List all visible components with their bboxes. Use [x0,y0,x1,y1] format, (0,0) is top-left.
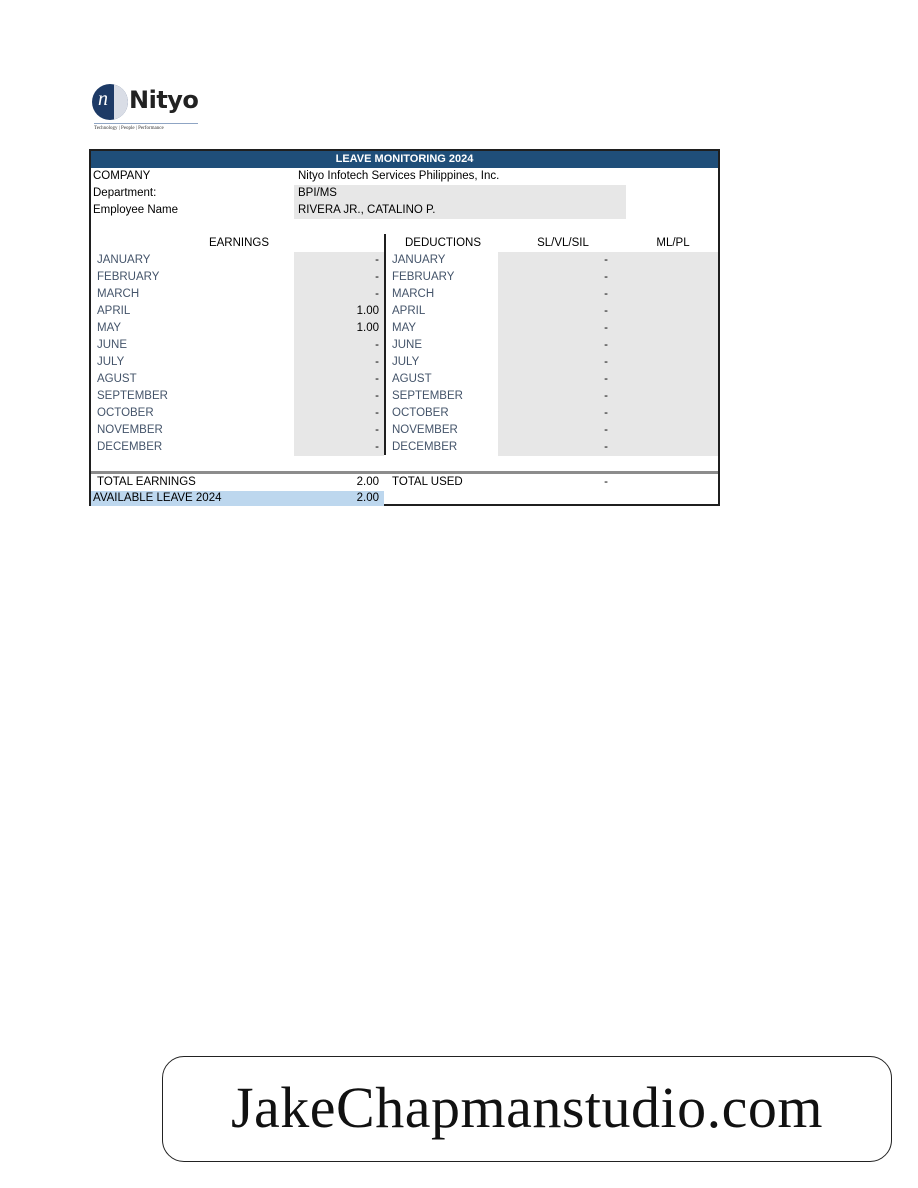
deductions-month: JULY [392,356,420,368]
mlpl-value [628,405,718,422]
slvlsil-value: - [498,252,628,269]
earnings-value: - [294,422,384,439]
mlpl-value [628,320,718,337]
available-leave-label: AVAILABLE LEAVE 2024 [93,492,222,504]
watermark: JakeChapmanstudio.com [162,1056,892,1162]
slvlsil-value: - [498,439,628,456]
deductions-month: JUNE [392,339,423,351]
earnings-value: - [294,388,384,405]
company-logo [92,82,212,138]
deductions-month: NOVEMBER [392,424,458,436]
total-used-label: TOTAL USED [392,476,463,488]
earnings-value: - [294,286,384,303]
deductions-month: AGUST [392,373,432,385]
earnings-value: - [294,269,384,286]
slvlsil-value: - [498,303,628,320]
total-earnings-value: 2.00 [356,476,379,488]
earnings-month: AGUST [97,373,137,385]
mlpl-value [628,354,718,371]
logo-wordmark: Nityo [129,86,199,114]
company-label: COMPANY [93,170,151,182]
mlpl-value [628,388,718,405]
earnings-month: JUNE [97,339,128,351]
earnings-value: 1.00 [294,303,384,320]
earnings-month: SEPTEMBER [97,390,168,402]
deductions-month: SEPTEMBER [392,390,463,402]
earnings-month: JANUARY [97,254,151,266]
deductions-month: JANUARY [392,254,446,266]
earnings-month: MAY [97,322,122,334]
total-earnings-label: TOTAL EARNINGS [97,476,196,488]
slvlsil-value: - [498,269,628,286]
earnings-value: - [294,252,384,269]
earnings-value: - [294,439,384,456]
slvlsil-value: - [498,320,628,337]
earnings-month: OCTOBER [97,407,154,419]
earnings-value: - [294,337,384,354]
earnings-value: - [294,354,384,371]
earnings-value: 1.00 [294,320,384,337]
mlpl-value [628,439,718,456]
available-leave-value: 2.00 [356,492,379,504]
slvlsil-value: - [498,371,628,388]
logo-tagline: Technology | People | Performance [94,126,164,131]
total-used-value: - [604,476,608,488]
slvlsil-value: - [498,337,628,354]
slvlsil-value: - [498,286,628,303]
mlpl-header: ML/PL [656,237,690,249]
mlpl-value [628,303,718,320]
earnings-month: JULY [97,356,125,368]
deductions-month: OCTOBER [392,407,449,419]
mlpl-value [628,269,718,286]
employee-value: RIVERA JR., CATALINO P. [294,202,626,219]
company-value: Nityo Infotech Services Philippines, Inc. [298,170,500,182]
slvlsil-value: - [498,422,628,439]
slvlsil-value: - [498,405,628,422]
deductions-header: DEDUCTIONS [404,237,482,249]
earnings-value: - [294,371,384,388]
slvlsil-value: - [498,354,628,371]
slvlsil-value: - [498,388,628,405]
mlpl-value [628,371,718,388]
slvlsil-header: SL/VL/SIL [537,237,589,249]
earnings-month: NOVEMBER [97,424,163,436]
deductions-month: DECEMBER [392,441,458,453]
sheet-title: LEAVE MONITORING 2024 [91,151,718,168]
mlpl-value [628,252,718,269]
earnings-month: DECEMBER [97,441,163,453]
earnings-month: APRIL [97,305,131,317]
mlpl-value [628,422,718,439]
earnings-value: - [294,405,384,422]
earnings-month: MARCH [97,288,140,300]
logo-mark-icon: n [92,84,128,120]
department-label: Department: [93,187,157,199]
earnings-header: EARNINGS [208,237,270,249]
deductions-month: APRIL [392,305,426,317]
deductions-month: FEBRUARY [392,271,455,283]
deductions-month: MARCH [392,288,435,300]
earnings-month: FEBRUARY [97,271,160,283]
mlpl-value [628,337,718,354]
available-leave-row [91,491,384,506]
mlpl-value [628,286,718,303]
department-value: BPI/MS [294,185,626,202]
leave-monitoring-sheet [89,149,720,506]
column-divider [384,234,386,455]
employee-label: Employee Name [93,204,179,216]
deductions-month: MAY [392,322,417,334]
